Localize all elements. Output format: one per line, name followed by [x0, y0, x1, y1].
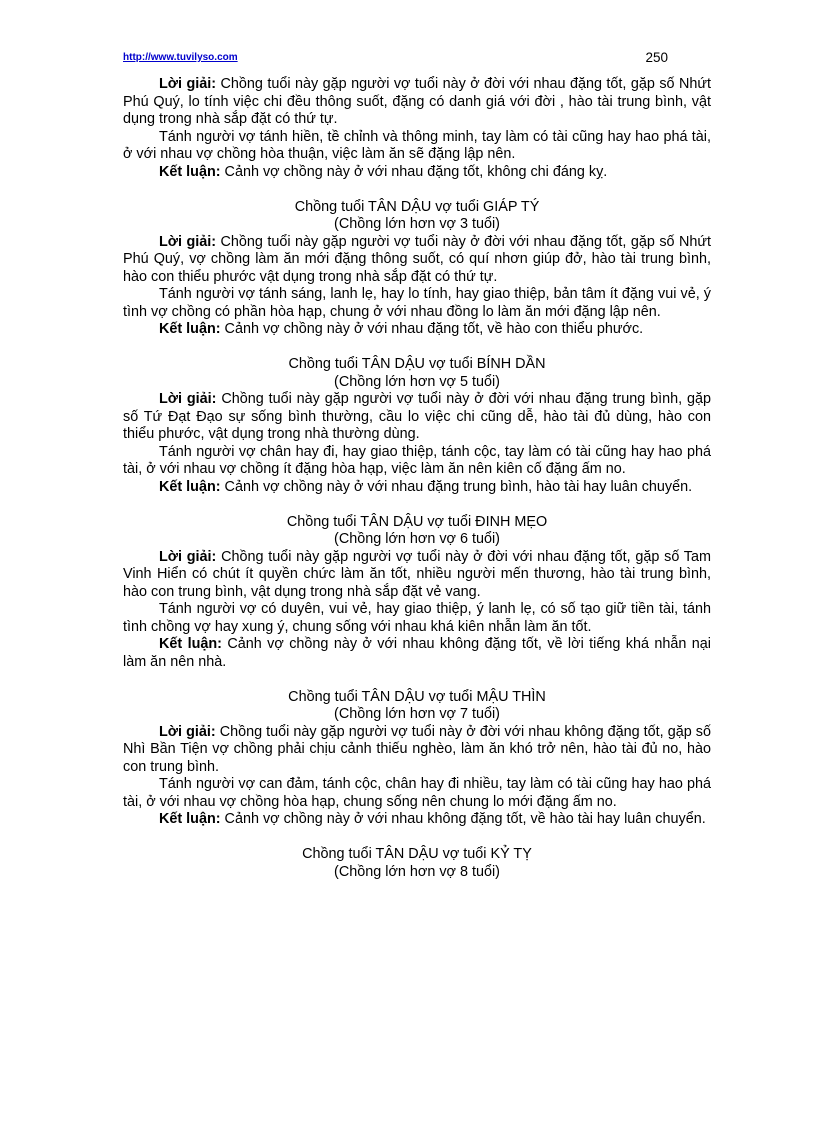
section-title: Chồng tuổi TÂN DẬU vợ tuổi KỶ TỴ: [302, 846, 532, 862]
site-link[interactable]: http://www.tuvilyso.com: [123, 52, 238, 63]
loi-giai-text: Chồng tuổi này gặp người vợ tuổi này ở đời với nhau đặng tốt, gặp số Nhứt Phú Quý, lo tính việc chi đều thông suốt, đặng có danh giá với đời , hào tài trung bình, vật dụng trong nhà sắp đặt có thứ tự.: [123, 76, 712, 127]
section-subtitle: (Chồng lớn hơn vợ 3 tuổi): [334, 216, 500, 232]
section-binh-dan: [123, 356, 711, 496]
section-title: Chồng tuổi TÂN DẬU vợ tuổi BÍNH DẦN: [288, 356, 546, 372]
wife-character-paragraph: Tánh người vợ chân hay đi, hay giao thiệp, tánh cộc, tay làm có tài cũng hay hao phá tài, ở với nhau vợ chồng ít đặng hòa hạp, việc làm ăn nên kiên cố đặng ấm no.: [123, 443, 711, 477]
ket-luan-label: Kết luận:: [159, 163, 221, 180]
section-title: Chồng tuổi TÂN DẬU vợ tuổi ĐINH MẸO: [286, 513, 548, 530]
page-number: 250: [645, 50, 668, 65]
ket-luan-paragraph: [123, 164, 711, 182]
ket-luan-text: Cảnh vợ chồng này ở với nhau đặng tốt, không chi đáng kỵ.: [220, 163, 608, 180]
wife-character-paragraph: Tánh người vợ can đảm, tánh cộc, chân hay đi nhiều, tay làm có tài cũng hay hao phá tài, ở với nhau vợ chồng hòa hạp, chung sống nên chung lo mới đặng ấm no.: [123, 776, 711, 810]
ket-luan-paragraph: [123, 636, 711, 671]
loi-giai-paragraph: [123, 234, 711, 287]
page-header: [123, 50, 668, 68]
intro-section: [123, 76, 711, 181]
section-title: Chồng tuổi TÂN DẬU vợ tuổi MẬU THÌN: [288, 688, 546, 705]
ket-luan-text: Cảnh vợ chồng này ở với nhau không đặng tốt, về hào tài hay luân chuyển.: [220, 811, 706, 827]
section-subtitle: (Chồng lớn hơn vợ 5 tuổi): [334, 373, 500, 390]
ket-luan-label: Kết luận:: [159, 811, 221, 827]
loi-giai-paragraph: [123, 549, 711, 602]
wife-character-paragraph: Tánh người vợ có duyên, vui vẻ, hay giao thiệp, ý lanh lẹ, có số tạo giữ tiền tài, tánh tình chồng vợ hay xung ý, chung sống với nhau khá kiên nhẫn làm ăn tốt.: [123, 601, 711, 635]
loi-giai-label: Lời giải:: [159, 548, 217, 565]
ket-luan-label: Kết luận:: [159, 636, 222, 652]
loi-giai-paragraph: [123, 724, 711, 777]
loi-giai-paragraph: [123, 76, 711, 129]
loi-giai-label: Lời giải:: [159, 233, 217, 250]
loi-giai-text: Chồng tuổi này gặp người vợ tuổi này ở đời với nhau không đặng tốt, gặp số Nhì Bần Tiện vợ chồng phải chịu cảnh thiếu nghèo, làm ăn khó trở nên, hào tài đủ no, hào con trung bình.: [123, 723, 711, 775]
section-ky-ty: [123, 846, 711, 881]
loi-giai-text: Chồng tuổi này gặp người vợ tuổi này ở đời với nhau đặng tốt, gặp số Tam Vinh Hiển có chút ít quyền chức làm ăn tốt, nhiều người mến thương, hào tài trung bình, hào con trung bình, vật dụng trong nhà sắp đặt vẻ vang.: [123, 548, 711, 600]
ket-luan-text: Cảnh vợ chồng này ở với nhau đặng trung bình, hào tài hay luân chuyển.: [220, 478, 693, 495]
section-giap-ty: [123, 199, 711, 339]
loi-giai-text: Chồng tuổi này gặp người vợ tuổi này ở đời với nhau đặng trung bình, gặp số Tứ Đạt Đạo sự sống bình thường, cầu lo việc chi cũng dễ, hào tài đủ dùng, hào con thiểu phước, vật dụng trong nhà thường dùng.: [123, 391, 711, 442]
ket-luan-paragraph: [123, 321, 711, 339]
loi-giai-label: Lời giải:: [159, 723, 216, 740]
section-subtitle: (Chồng lớn hơn vợ 6 tuổi): [334, 531, 500, 547]
ket-luan-text: Cảnh vợ chồng này ở với nhau đặng tốt, về hào con thiểu phước.: [220, 321, 644, 337]
section-title: Chồng tuổi TÂN DẬU vợ tuổi GIÁP TÝ: [294, 198, 540, 215]
ket-luan-text: Cảnh vợ chồng này ở với nhau không đặng tốt, về lời tiếng khá nhẫn nại làm ăn nên nhà.: [123, 636, 711, 670]
page-content: [123, 76, 711, 881]
wife-character-paragraph: Tánh người vợ tánh sáng, lanh lẹ, hay lo tính, hay giao thiệp, bản tâm ít đặng vui vẻ, ý tình vợ chồng có phần hòa hạp, chung ở với nhau đồng lo làm ăn mới đặng lập nên.: [123, 286, 711, 320]
section-subtitle: (Chồng lớn hơn vợ 8 tuổi): [334, 863, 500, 880]
section-subtitle: (Chồng lớn hơn vợ 7 tuổi): [334, 706, 500, 722]
ket-luan-label: Kết luận:: [159, 321, 221, 337]
section-dinh-meo: [123, 514, 711, 672]
loi-giai-label: Lời giải:: [159, 76, 217, 92]
loi-giai-text: Chồng tuổi này gặp người vợ tuổi này ở đời với nhau đặng tốt, gặp số Nhứt Phú Quý, vợ chồng làm ăn mới đặng thông suốt, có quí nhơn giúp đở, hào tài trung bình, hào con thiểu phước vật dụng trong nhà sắp đặt có thứ tự.: [123, 233, 712, 285]
loi-giai-paragraph: [123, 391, 711, 444]
ket-luan-label: Kết luận:: [159, 478, 221, 495]
loi-giai-label: Lời giải:: [159, 391, 217, 407]
ket-luan-paragraph: [123, 479, 711, 497]
section-mau-thin: [123, 689, 711, 829]
wife-character-paragraph: Tánh người vợ tánh hiền, tề chỉnh và thông minh, tay làm có tài cũng hay hao phá tài, ở với nhau vợ chồng hòa thuận, việc làm ăn sẽ đặng lập nên.: [123, 128, 711, 162]
ket-luan-paragraph: [123, 811, 711, 829]
